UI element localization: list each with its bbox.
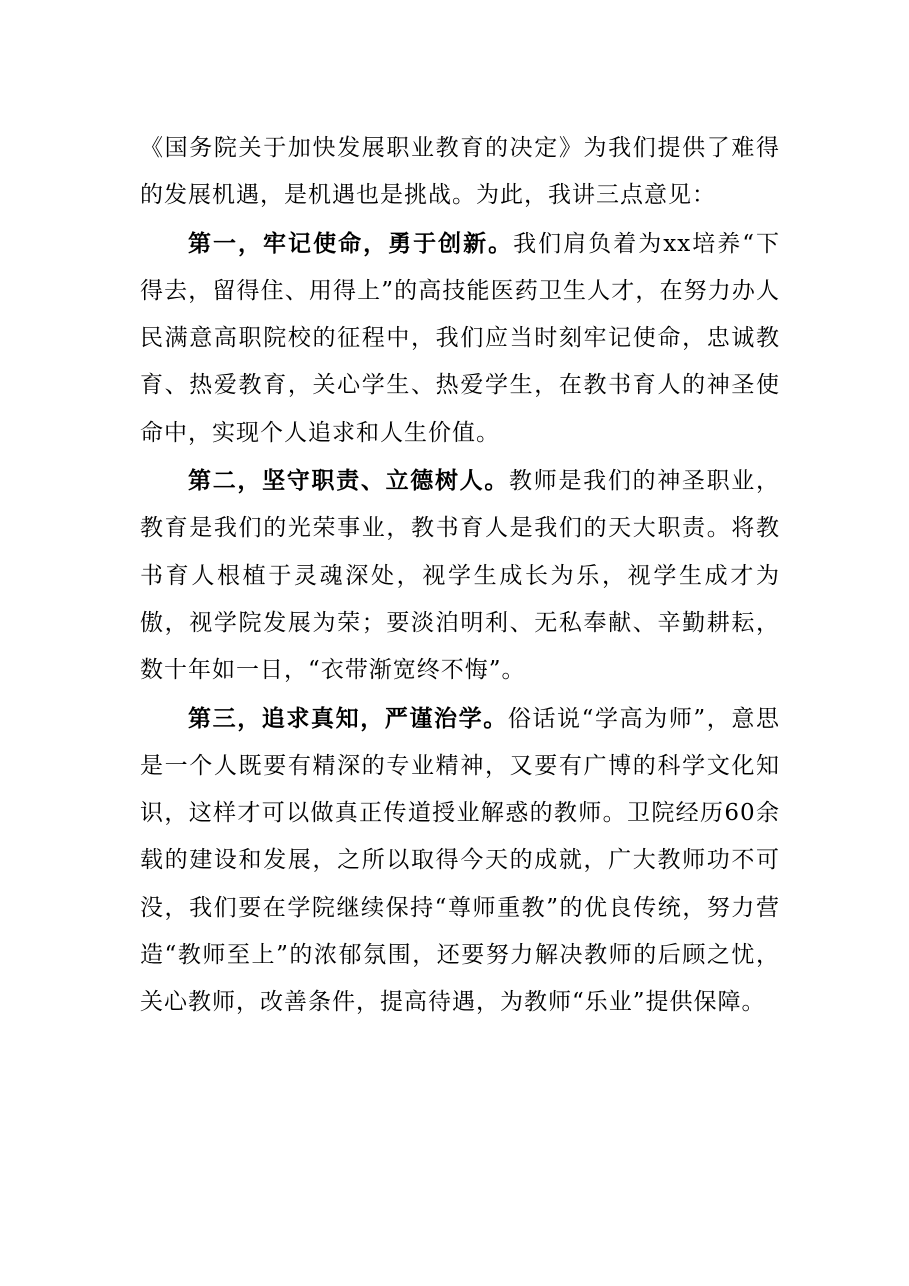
point-paragraph-1 [140,220,780,457]
point-heading-1: 第一，牢记使命，勇于创新。 [188,229,514,257]
intro-paragraph: 《国务院关于加快发展职业教育的决定》为我们提供了难得的发展机遇，是机遇也是挑战。为此，我讲三点意见： [140,135,780,209]
point-text-2: 教师是我们的神圣职业，教育是我们的光荣事业，教书育人是我们的天大职责。将教书育人根植于灵魂深处，视学生成长为乐，视学生成才为傲，视学院发展为荣；要淡泊明利、无私奉献、辛勤耕耘，数十年如一日，“衣带渐宽终不悔”。 [140,468,781,684]
point-paragraph-3 [140,695,780,1027]
point-heading-3: 第三，追求真知，严谨治学。 [188,704,508,732]
point-text-3: 俗话说“学高为师”，意思是一个人既要有精深的专业精神，又要有广博的科学文化知识，这样才可以做真正传道授业解惑的教师。卫院经历60余载的建设和发展，之所以取得今天的成就，广大教师功不可没，我们要在学院继续保持“尊师重教”的优良传统，努力营造“教师至上”的浓郁氛围，还要努力解决教师的后顾之忧，关心教师，改善条件，提高待遇，为教师“乐业”提供保障。 [140,705,780,1016]
document-body [140,125,780,1027]
point-text-1: 我们肩负着为xx培养“下得去，留得住、用得上”的高技能医药卫生人才，在努力办人民满意高职院校的征程中，我们应当时刻牢记使命，忠诚教育、热爱教育，关心学生、热爱学生，在教书育人的神圣使命中，实现个人追求和人生价值。 [140,230,781,446]
point-paragraph-2 [140,457,780,694]
point-heading-2: 第二，坚守职责、立德树人。 [188,467,510,495]
